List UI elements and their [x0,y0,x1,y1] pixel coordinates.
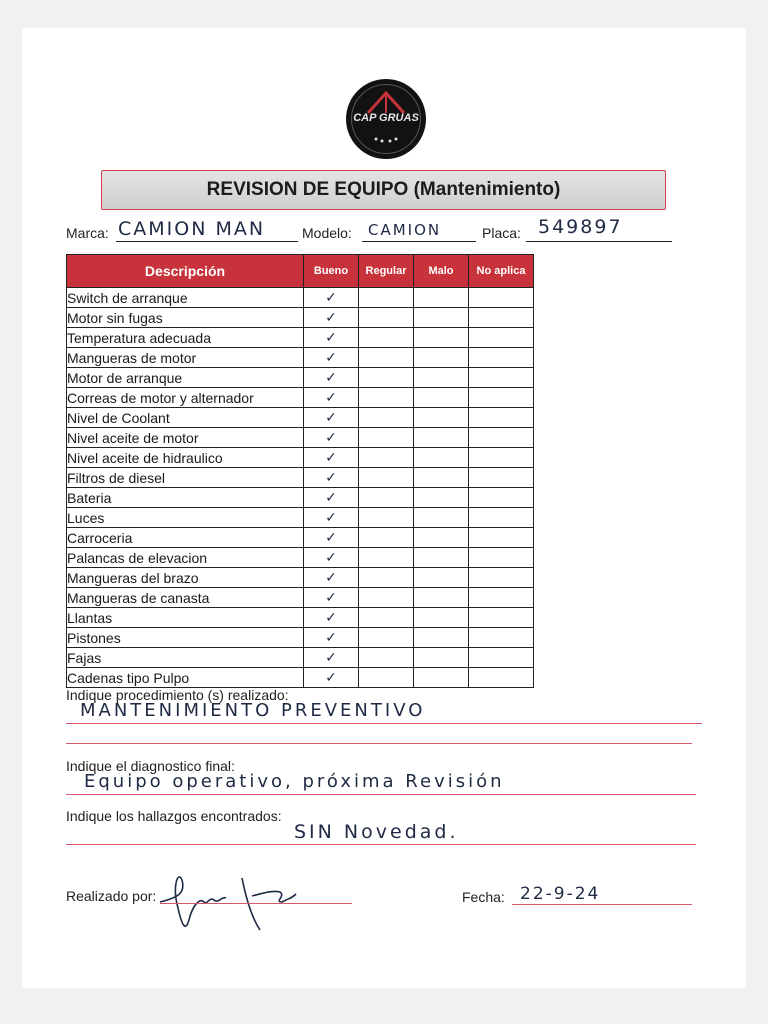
no-aplica-cell[interactable] [469,448,534,468]
diagnostico-value[interactable]: Equipo operativo, próxima Revisión [84,771,505,792]
table-row [67,548,534,568]
modelo-underline [362,241,476,242]
malo-cell[interactable] [414,448,469,468]
no-aplica-cell[interactable] [469,508,534,528]
malo-cell[interactable] [414,368,469,388]
placa-label: Placa: [482,225,521,241]
table-row [67,508,534,528]
malo-cell[interactable] [414,328,469,348]
table-row [67,368,534,388]
no-aplica-cell[interactable] [469,388,534,408]
table-header-row [67,255,534,288]
row-description: Carroceria [67,528,304,548]
diagnostico-line [66,794,696,795]
regular-cell[interactable] [359,448,414,468]
table-row [67,408,534,428]
procedimiento-line-1 [66,723,702,724]
placa-value[interactable]: 549897 [538,216,623,238]
marca-value[interactable]: CAMION MAN [118,218,266,240]
table-row [67,488,534,508]
table-row [67,448,534,468]
bueno-cell[interactable]: ✓ [304,348,359,368]
malo-cell[interactable] [414,608,469,628]
no-aplica-cell[interactable] [469,328,534,348]
procedimiento-value[interactable]: MANTENIMIENTO PREVENTIVO [80,700,426,721]
malo-cell[interactable] [414,568,469,588]
row-description: Cadenas tipo Pulpo [67,668,304,688]
row-description: Luces [67,508,304,528]
malo-cell[interactable] [414,528,469,548]
fecha-value[interactable]: 22-9-24 [520,884,601,904]
malo-cell[interactable] [414,308,469,328]
logo-text: CAP GRUAS [353,112,419,124]
no-aplica-cell[interactable] [469,528,534,548]
bueno-cell[interactable]: ✓ [304,448,359,468]
checklist-table [66,254,534,688]
title-bar [101,170,666,210]
bueno-cell[interactable]: ✓ [304,408,359,428]
bueno-cell[interactable]: ✓ [304,608,359,628]
no-aplica-cell[interactable] [469,668,534,688]
row-description: Correas de motor y alternador [67,388,304,408]
company-logo [346,79,426,159]
malo-cell[interactable] [414,488,469,508]
row-description: Motor de arranque [67,368,304,388]
regular-cell[interactable] [359,488,414,508]
row-description: Nivel de Coolant [67,408,304,428]
fecha-line [512,904,692,905]
table-row [67,528,534,548]
regular-cell[interactable] [359,628,414,648]
regular-cell[interactable] [359,668,414,688]
marca-underline [116,241,298,242]
no-aplica-cell[interactable] [469,308,534,328]
table-row [67,568,534,588]
no-aplica-cell[interactable] [469,468,534,488]
no-aplica-cell[interactable] [469,288,534,308]
modelo-value[interactable]: CAMION [368,221,442,239]
bueno-cell[interactable]: ✓ [304,508,359,528]
no-aplica-cell[interactable] [469,428,534,448]
regular-cell[interactable] [359,568,414,588]
regular-cell[interactable] [359,548,414,568]
row-description: Bateria [67,488,304,508]
malo-cell[interactable] [414,588,469,608]
bueno-cell[interactable]: ✓ [304,328,359,348]
table-row [67,348,534,368]
col-header-bueno: Bueno [304,255,359,288]
realizado-label: Realizado por: [66,888,157,904]
diagnostico-label: Indique el diagnostico final: [66,758,235,774]
no-aplica-cell[interactable] [469,608,534,628]
regular-cell[interactable] [359,608,414,628]
row-description: Filtros de diesel [67,468,304,488]
no-aplica-cell[interactable] [469,488,534,508]
no-aplica-cell[interactable] [469,348,534,368]
row-description: Palancas de elevacion [67,548,304,568]
placa-underline [526,241,672,242]
hallazgos-value[interactable]: SIN Novedad. [294,821,459,843]
row-description: Mangueras de canasta [67,588,304,608]
malo-cell[interactable] [414,428,469,448]
marca-label: Marca: [66,225,109,241]
malo-cell[interactable] [414,468,469,488]
no-aplica-cell[interactable] [469,408,534,428]
row-description: Motor sin fugas [67,308,304,328]
bueno-cell[interactable]: ✓ [304,468,359,488]
regular-cell[interactable] [359,588,414,608]
no-aplica-cell[interactable] [469,368,534,388]
hallazgos-label: Indique los hallazgos encontrados: [66,808,282,824]
table-row [67,388,534,408]
bueno-cell[interactable]: ✓ [304,308,359,328]
malo-cell[interactable] [414,408,469,428]
table-row [67,308,534,328]
bueno-cell[interactable]: ✓ [304,628,359,648]
table-row [67,468,534,488]
bueno-cell[interactable]: ✓ [304,668,359,688]
regular-cell[interactable] [359,508,414,528]
table-row [67,608,534,628]
row-description: Mangueras del brazo [67,568,304,588]
regular-cell[interactable] [359,388,414,408]
bueno-cell[interactable]: ✓ [304,368,359,388]
regular-cell[interactable] [359,528,414,548]
col-header-descripcion: Descripción [67,255,304,288]
no-aplica-cell[interactable] [469,548,534,568]
bueno-cell[interactable]: ✓ [304,428,359,448]
regular-cell[interactable] [359,308,414,328]
row-description: Llantas [67,608,304,628]
regular-cell[interactable] [359,288,414,308]
realizado-line [160,903,352,904]
table-row [67,588,534,608]
malo-cell[interactable] [414,388,469,408]
no-aplica-cell[interactable] [469,648,534,668]
regular-cell[interactable] [359,428,414,448]
regular-cell[interactable] [359,328,414,348]
row-description: Mangueras de motor [67,348,304,368]
row-description: Nivel aceite de hidraulico [67,448,304,468]
row-description: Switch de arranque [67,288,304,308]
procedimiento-label: Indique procedimiento (s) realizado: [66,687,289,703]
row-description: Temperatura adecuada [67,328,304,348]
bueno-cell[interactable]: ✓ [304,288,359,308]
table-row [67,668,534,688]
bueno-cell[interactable]: ✓ [304,548,359,568]
malo-cell[interactable] [414,288,469,308]
no-aplica-cell[interactable] [469,568,534,588]
bueno-cell[interactable]: ✓ [304,388,359,408]
col-header-malo: Malo [414,255,469,288]
malo-cell[interactable] [414,548,469,568]
malo-cell[interactable] [414,628,469,648]
regular-cell[interactable] [359,368,414,388]
regular-cell[interactable] [359,408,414,428]
regular-cell[interactable] [359,348,414,368]
table-row [67,328,534,348]
procedimiento-line-2 [66,743,692,744]
modelo-label: Modelo: [302,225,352,241]
bueno-cell[interactable]: ✓ [304,528,359,548]
malo-cell[interactable] [414,508,469,528]
col-header-no-aplica: No aplica [469,255,534,288]
table-row [67,428,534,448]
row-description: Pistones [67,628,304,648]
malo-cell[interactable] [414,648,469,668]
table-row [67,648,534,668]
table-row [67,628,534,648]
bueno-cell[interactable]: ✓ [304,588,359,608]
bueno-cell[interactable]: ✓ [304,568,359,588]
malo-cell[interactable] [414,348,469,368]
no-aplica-cell[interactable] [469,588,534,608]
table-row [67,288,534,308]
row-description: Fajas [67,648,304,668]
bueno-cell[interactable]: ✓ [304,488,359,508]
malo-cell[interactable] [414,668,469,688]
col-header-regular: Regular [359,255,414,288]
fecha-label: Fecha: [462,889,505,905]
regular-cell[interactable] [359,648,414,668]
bueno-cell[interactable]: ✓ [304,648,359,668]
hallazgos-line [66,844,696,845]
form-title: REVISION DE EQUIPO (Mantenimiento) [206,179,561,200]
regular-cell[interactable] [359,468,414,488]
row-description: Nivel aceite de motor [67,428,304,448]
no-aplica-cell[interactable] [469,628,534,648]
